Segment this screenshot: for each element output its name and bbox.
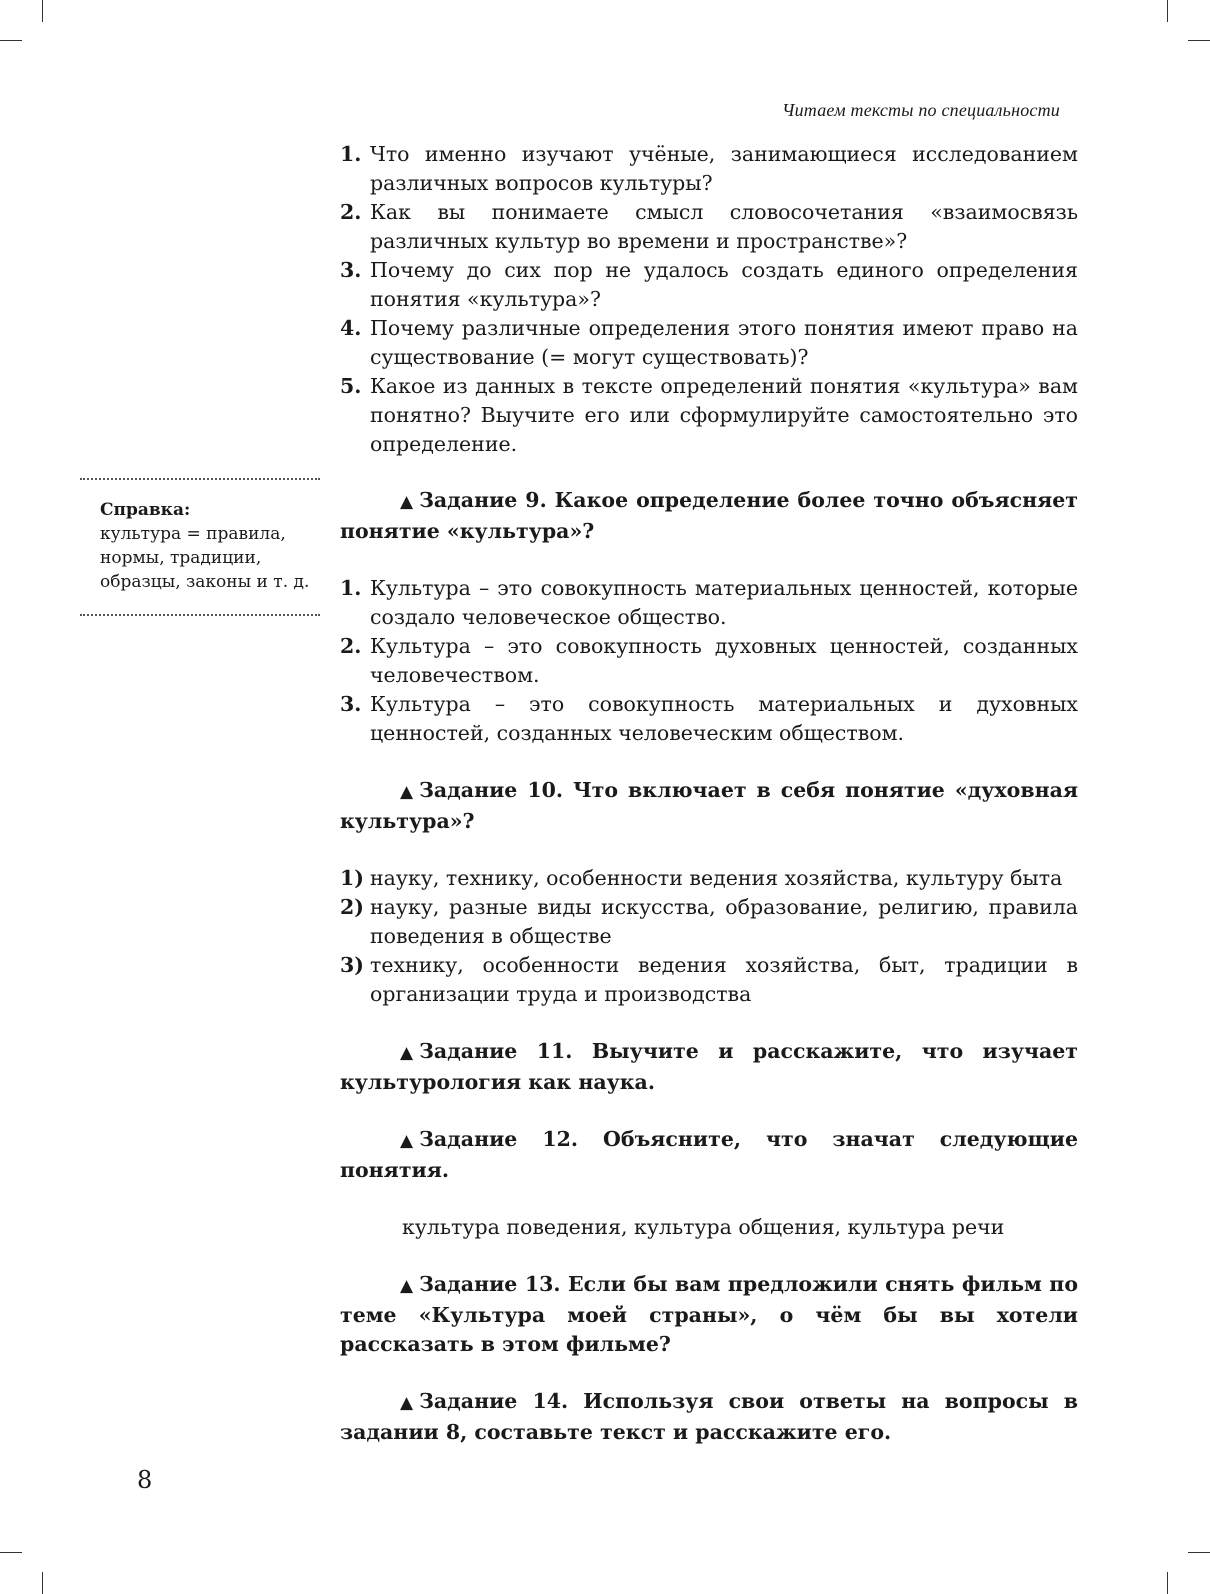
item-number: 3. — [340, 258, 362, 282]
item-number: 4. — [340, 316, 362, 340]
triangle-icon: ▲ — [400, 782, 414, 802]
page-number: 8 — [137, 1466, 153, 1494]
item-number: 5. — [340, 374, 362, 398]
list-item — [340, 574, 1078, 632]
list-item — [340, 256, 1078, 314]
reference-title: Справка: — [100, 500, 191, 520]
item-text: Как вы понимаете смысл словосочетания «взаимосвязь различных культур во времени и пространстве»? — [370, 200, 1078, 253]
triangle-icon: ▲ — [400, 1043, 414, 1063]
task-13-text: Задание 13. Если бы вам предложили снять фильм по теме «Культура моей страны», о чём бы вы хотели рассказать в этом фильме? — [340, 1272, 1078, 1356]
crop-mark — [0, 1552, 22, 1553]
item-number: 3. — [340, 692, 362, 716]
task-12-phrase: культура поведения, культура общения, культура речи — [402, 1215, 1005, 1239]
item-text: Почему различные определения этого понятия имеют право на существование (= могут существовать)? — [370, 316, 1078, 369]
crop-mark — [1167, 1572, 1168, 1594]
crop-mark — [1167, 0, 1168, 22]
task-14-heading — [340, 1387, 1078, 1447]
item-text: технику, особенности ведения хозяйства, быт, традиции в организации труда и производства — [370, 953, 1078, 1006]
item-number: 1. — [340, 576, 362, 600]
triangle-icon: ▲ — [400, 1276, 414, 1296]
list-item — [340, 690, 1078, 748]
list-item — [340, 372, 1078, 459]
task-10-options — [340, 864, 1078, 1009]
list-item — [340, 314, 1078, 372]
task-14-text: Задание 14. Используя свои ответы на вопросы в задании 8, составьте текст и расскажите его. — [340, 1389, 1078, 1444]
task-10-heading — [340, 776, 1078, 836]
item-text: Культура – это совокупность материальных ценностей, которые создало человеческое общество. — [370, 576, 1078, 629]
crop-mark — [0, 40, 22, 41]
item-text: науку, технику, особенности ведения хозяйства, культуру быта — [370, 866, 1063, 890]
task-9-heading — [340, 486, 1078, 546]
task-11-heading — [340, 1037, 1078, 1097]
list-item — [340, 140, 1078, 198]
reference-note — [80, 478, 320, 616]
main-content — [340, 140, 1078, 1447]
task-10-text: Задание 10. Что включает в себя понятие «духовная культура»? — [340, 778, 1078, 833]
triangle-icon: ▲ — [400, 1131, 414, 1151]
task-11-text: Задание 11. Выучите и расскажите, что изучает культурология как наука. — [340, 1039, 1078, 1094]
item-number: 3) — [340, 953, 364, 977]
item-text: Почему до сих пор не удалось создать единого определения понятия «культура»? — [370, 258, 1078, 311]
task-13-heading — [340, 1270, 1078, 1359]
item-text: Культура – это совокупность духовных ценностей, созданных человечеством. — [370, 634, 1078, 687]
item-number: 1. — [340, 142, 362, 166]
item-number: 1) — [340, 866, 364, 890]
list-item — [340, 951, 1078, 1009]
task-12-text: Задание 12. Объясните, что значат следующие понятия. — [340, 1127, 1078, 1182]
list-item — [340, 893, 1078, 951]
item-text: Что именно изучают учёные, занимающиеся исследованием различных вопросов культуры? — [370, 142, 1078, 195]
crop-mark — [42, 1572, 43, 1594]
running-title: Читаем тексты по специальности — [782, 100, 1060, 120]
crop-mark — [1188, 1552, 1210, 1553]
item-text: Какое из данных в тексте определений понятия «культура» вам понятно? Выучите его или сформулируйте самостоятельно это определение. — [370, 374, 1078, 456]
triangle-icon: ▲ — [400, 1393, 414, 1413]
item-number: 2) — [340, 895, 364, 919]
task-9-options — [340, 574, 1078, 748]
list-item — [340, 198, 1078, 256]
item-number: 2. — [340, 634, 362, 658]
crop-mark — [1188, 40, 1210, 41]
question-list — [340, 140, 1078, 459]
list-item — [340, 864, 1078, 893]
item-text: Культура – это совокупность материальных и духовных ценностей, созданных человеческим обществом. — [370, 692, 1078, 745]
item-text: науку, разные виды искусства, образование, религию, правила поведения в обществе — [370, 895, 1078, 948]
item-number: 2. — [340, 200, 362, 224]
list-item — [340, 632, 1078, 690]
triangle-icon: ▲ — [400, 492, 414, 512]
crop-mark — [42, 0, 43, 22]
task-9-text: Задание 9. Какое определение более точно объясняет понятие «культура»? — [340, 488, 1078, 543]
reference-text: культура = правила, нормы, традиции, образцы, законы и т. д. — [100, 524, 310, 592]
task-12-heading — [340, 1125, 1078, 1185]
